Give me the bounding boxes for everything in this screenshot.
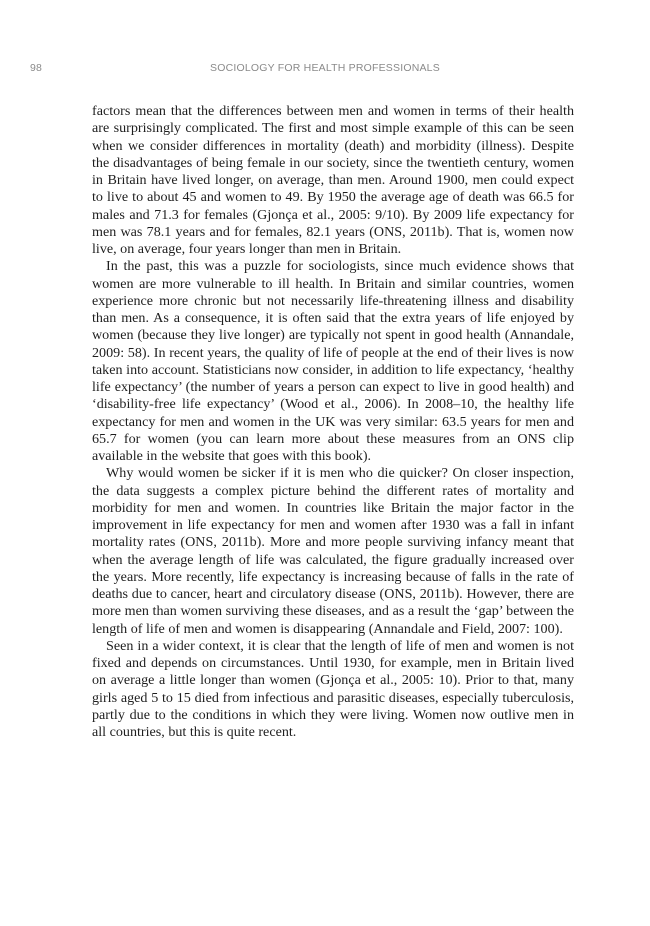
paragraph-1: factors mean that the differences between men and women in terms of their health are surprisingly complicated. The first and most simple example of this can be seen when we consider differences in mortality (death) and morbidity (illness). Despite the disadvantages of being female in our society, since the twentieth century, women in Britain have lived longer, on average, than men. Around 1900, men could expect to live to about 45 and women to 49. By 1950 the average age of death was 66.5 for males and 71.3 for females (Gjonça et al., 2005: 9/10). By 2009 life expectancy for men was 78.1 years and for females, 82.1 years (ONS, 2011b). That is, women now live, on average, four years longer than men in Britain. bbox=[92, 103, 574, 257]
paragraph-3: Why would women be sicker if it is men who die quicker? On closer inspection, the data suggests a complex picture behind the different rates of mortality and morbidity for men and women. In countries like Britain the major factor in the improvement in life expectancy for men and women after 1930 was a fall in infant mortality rates (ONS, 2011b). More and more people surviving infancy meant that when the average length of life was calculated, the figure gradually increased over the years. More recently, life expectancy is increasing because of falls in the rate of deaths due to cancer, heart and circulatory disease (ONS, 2011b). However, there are more men than women surviving these diseases, and as a result the ‘gap’ between the length of life of men and women is disappearing (Annandale and Field, 2007: 100). bbox=[92, 465, 574, 637]
page-number: 98 bbox=[30, 62, 43, 74]
paragraph-2: In the past, this was a puzzle for sociologists, since much evidence shows that women are more vulnerable to ill health. In Britain and similar countries, women experience more chronic but not necessarily life-threatening illness and disability than men. As a consequence, it is often said that the extra years of life enjoyed by women (because they live longer) are typically not spent in good health (Annandale, 2009: 58). In recent years, the quality of life of people at the end of their lives is now taken into account. Statisticians now consider, in addition to life expectancy, ‘healthy life expectancy’ (the number of years a person can expect to live in good health) and ‘disability-free life expectancy’ (Wood et al., 2006). In 2008–10, the healthy life expectancy for men and women in the UK was very similar: 63.5 years for men and 65.7 for women (you can learn more about these measures from an ONS clip available in the website that goes with this book). bbox=[92, 258, 574, 464]
running-head bbox=[0, 62, 650, 78]
book-title: SOCIOLOGY FOR HEALTH PROFESSIONALS bbox=[210, 62, 440, 74]
paragraph-4: Seen in a wider context, it is clear that the length of life of men and women is not fixed and depends on circumstances. Until 1930, for example, men in Britain lived on average a little longer than women (Gjonça et al., 2005: 10). Prior to that, many girls aged 5 to 15 died from infectious and parasitic diseases, especially tuberculosis, partly due to the conditions in which they were living. Women now outlive men in all countries, but this is quite recent. bbox=[92, 637, 574, 740]
body-text bbox=[92, 103, 574, 741]
